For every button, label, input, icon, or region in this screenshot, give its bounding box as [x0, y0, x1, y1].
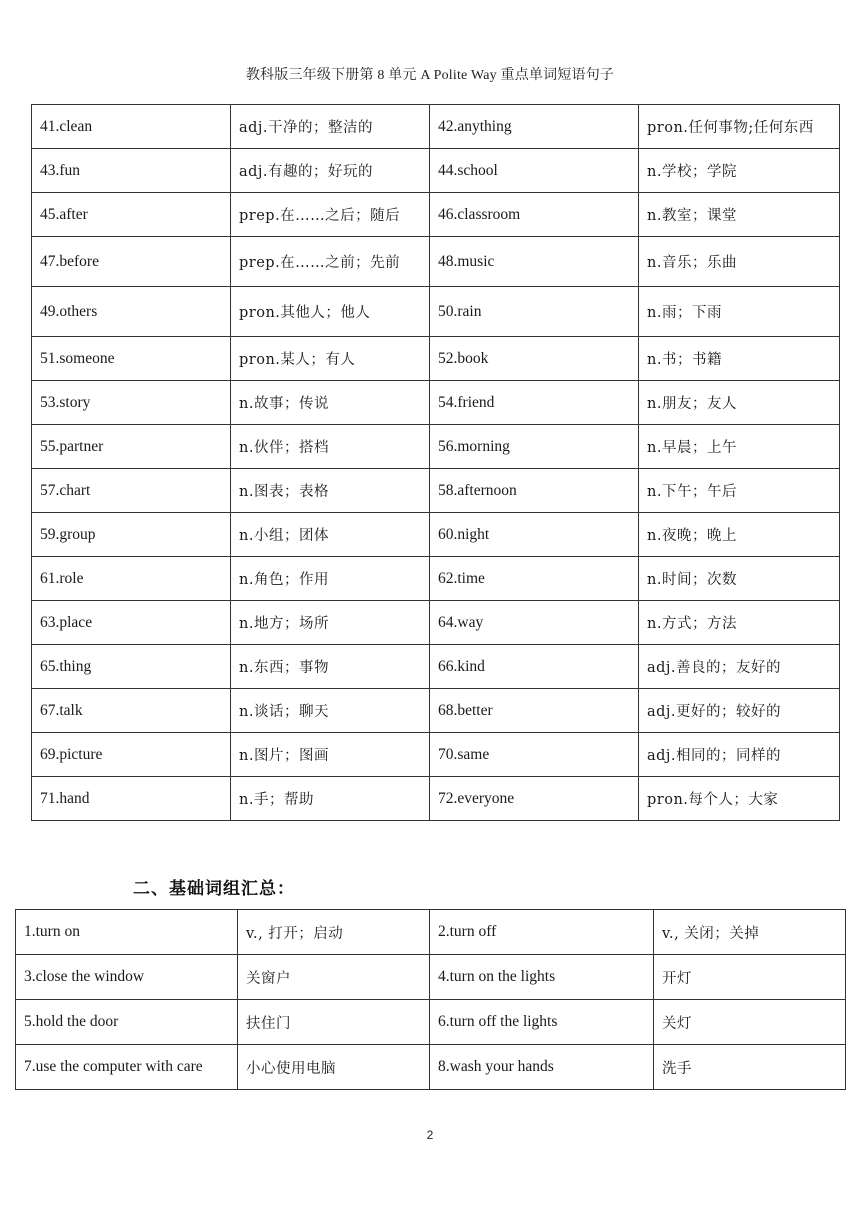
vocab-word-cell: 48.music [430, 237, 639, 287]
vocab-word-cell: 59.group [32, 513, 231, 557]
vocab-word-cell: 60.night [430, 513, 639, 557]
table-row [32, 425, 840, 469]
vocab-word-cell: 58.afternoon [430, 469, 639, 513]
vocab-meaning-cell: pron.某人；有人 [231, 337, 430, 381]
vocab-word-cell: 47.before [32, 237, 231, 287]
vocab-word-cell: 69.picture [32, 733, 231, 777]
vocab-word-cell: 57.chart [32, 469, 231, 513]
vocab-word-cell: 61.role [32, 557, 231, 601]
phrase-meaning-cell: v., 关闭；关掉 [654, 910, 846, 955]
vocab-word-cell: 72.everyone [430, 777, 639, 821]
table-row [16, 1045, 846, 1090]
vocab-meaning-cell: n.早晨；上午 [639, 425, 840, 469]
vocab-meaning-cell: n.教室；课堂 [639, 193, 840, 237]
vocab-word-cell: 62.time [430, 557, 639, 601]
table-row [32, 645, 840, 689]
page-number: 2 [426, 1128, 434, 1142]
vocab-meaning-cell: adj.善良的；友好的 [639, 645, 840, 689]
vocab-meaning-cell: n.夜晚；晚上 [639, 513, 840, 557]
vocab-word-cell: 49.others [32, 287, 231, 337]
vocab-meaning-cell: n.下午；午后 [639, 469, 840, 513]
table-row [32, 601, 840, 645]
table-row [16, 1000, 846, 1045]
vocab-word-cell: 63.place [32, 601, 231, 645]
phrase-meaning-cell: 关窗户 [238, 955, 430, 1000]
phrase-cell: 2.turn off [430, 910, 654, 955]
phrase-cell: 6.turn off the lights [430, 1000, 654, 1045]
table-row [32, 337, 840, 381]
table-row [32, 557, 840, 601]
phrases-table [15, 909, 846, 1090]
vocab-meaning-cell: adj.相同的；同样的 [639, 733, 840, 777]
vocab-meaning-cell: n.方式；方法 [639, 601, 840, 645]
vocab-meaning-cell: n.故事；传说 [231, 381, 430, 425]
vocab-word-cell: 53.story [32, 381, 231, 425]
vocab-meaning-cell: n.伙伴；搭档 [231, 425, 430, 469]
vocab-meaning-cell: pron.任何事物;任何东西 [639, 105, 840, 149]
table-row [32, 733, 840, 777]
vocab-word-cell: 52.book [430, 337, 639, 381]
vocab-word-cell: 41.clean [32, 105, 231, 149]
phrase-meaning-cell: 关灯 [654, 1000, 846, 1045]
vocab-word-cell: 54.friend [430, 381, 639, 425]
phrase-meaning-cell: v., 打开；启动 [238, 910, 430, 955]
phrase-cell: 1.turn on [16, 910, 238, 955]
vocab-word-cell: 46.classroom [430, 193, 639, 237]
vocab-word-cell: 67.talk [32, 689, 231, 733]
phrase-cell: 8.wash your hands [430, 1045, 654, 1090]
vocab-word-cell: 50.rain [430, 287, 639, 337]
vocab-word-cell: 56.morning [430, 425, 639, 469]
table-row [32, 149, 840, 193]
vocab-meaning-cell: pron.每个人；大家 [639, 777, 840, 821]
vocab-word-cell: 42.anything [430, 105, 639, 149]
page-header: 教科版三年级下册第 8 单元 A Polite Way 重点单词短语句子 [245, 68, 615, 83]
vocab-word-cell: 51.someone [32, 337, 231, 381]
table-row [32, 777, 840, 821]
vocab-meaning-cell: adj.更好的；较好的 [639, 689, 840, 733]
vocab-meaning-cell: n.地方；场所 [231, 601, 430, 645]
vocab-meaning-cell: n.音乐；乐曲 [639, 237, 840, 287]
phrase-cell: 5.hold the door [16, 1000, 238, 1045]
vocab-meaning-cell: n.时间；次数 [639, 557, 840, 601]
vocab-word-cell: 45.after [32, 193, 231, 237]
phrase-meaning-cell: 小心使用电脑 [238, 1045, 430, 1090]
table-row [32, 513, 840, 557]
vocab-word-cell: 55.partner [32, 425, 231, 469]
vocab-meaning-cell: n.图片；图画 [231, 733, 430, 777]
vocab-meaning-cell: n.学校；学院 [639, 149, 840, 193]
vocab-word-cell: 64.way [430, 601, 639, 645]
vocab-meaning-cell: n.朋友；友人 [639, 381, 840, 425]
vocab-meaning-cell: n.手；帮助 [231, 777, 430, 821]
vocabulary-table [31, 104, 840, 821]
phrase-meaning-cell: 洗手 [654, 1045, 846, 1090]
section-title-phrases: 二、基础词组汇总： [133, 879, 295, 899]
vocab-meaning-cell: pron.其他人；他人 [231, 287, 430, 337]
vocab-meaning-cell: n.雨；下雨 [639, 287, 840, 337]
phrase-cell: 3.close the window [16, 955, 238, 1000]
vocab-word-cell: 66.kind [430, 645, 639, 689]
vocab-meaning-cell: prep.在……之后；随后 [231, 193, 430, 237]
vocabulary-table-body [32, 105, 840, 821]
phrases-table-body [16, 910, 846, 1090]
vocab-meaning-cell: prep.在……之前；先前 [231, 237, 430, 287]
table-row [16, 955, 846, 1000]
vocab-word-cell: 70.same [430, 733, 639, 777]
vocab-meaning-cell: adj.有趣的；好玩的 [231, 149, 430, 193]
phrase-meaning-cell: 开灯 [654, 955, 846, 1000]
vocab-meaning-cell: n.图表；表格 [231, 469, 430, 513]
vocab-meaning-cell: n.角色；作用 [231, 557, 430, 601]
vocab-meaning-cell: adj.干净的；整洁的 [231, 105, 430, 149]
table-row [32, 237, 840, 287]
vocab-meaning-cell: n.书；书籍 [639, 337, 840, 381]
table-row [32, 287, 840, 337]
table-row [32, 105, 840, 149]
vocab-word-cell: 43.fun [32, 149, 231, 193]
phrase-cell: 4.turn on the lights [430, 955, 654, 1000]
phrase-cell: 7.use the computer with care [16, 1045, 238, 1090]
vocab-word-cell: 68.better [430, 689, 639, 733]
phrase-meaning-cell: 扶住门 [238, 1000, 430, 1045]
table-row [32, 689, 840, 733]
vocab-meaning-cell: n.谈话；聊天 [231, 689, 430, 733]
vocab-meaning-cell: n.小组；团体 [231, 513, 430, 557]
table-row [32, 469, 840, 513]
table-row [16, 910, 846, 955]
vocab-meaning-cell: n.东西；事物 [231, 645, 430, 689]
table-row [32, 381, 840, 425]
vocab-word-cell: 65.thing [32, 645, 231, 689]
vocab-word-cell: 71.hand [32, 777, 231, 821]
vocab-word-cell: 44.school [430, 149, 639, 193]
table-row [32, 193, 840, 237]
